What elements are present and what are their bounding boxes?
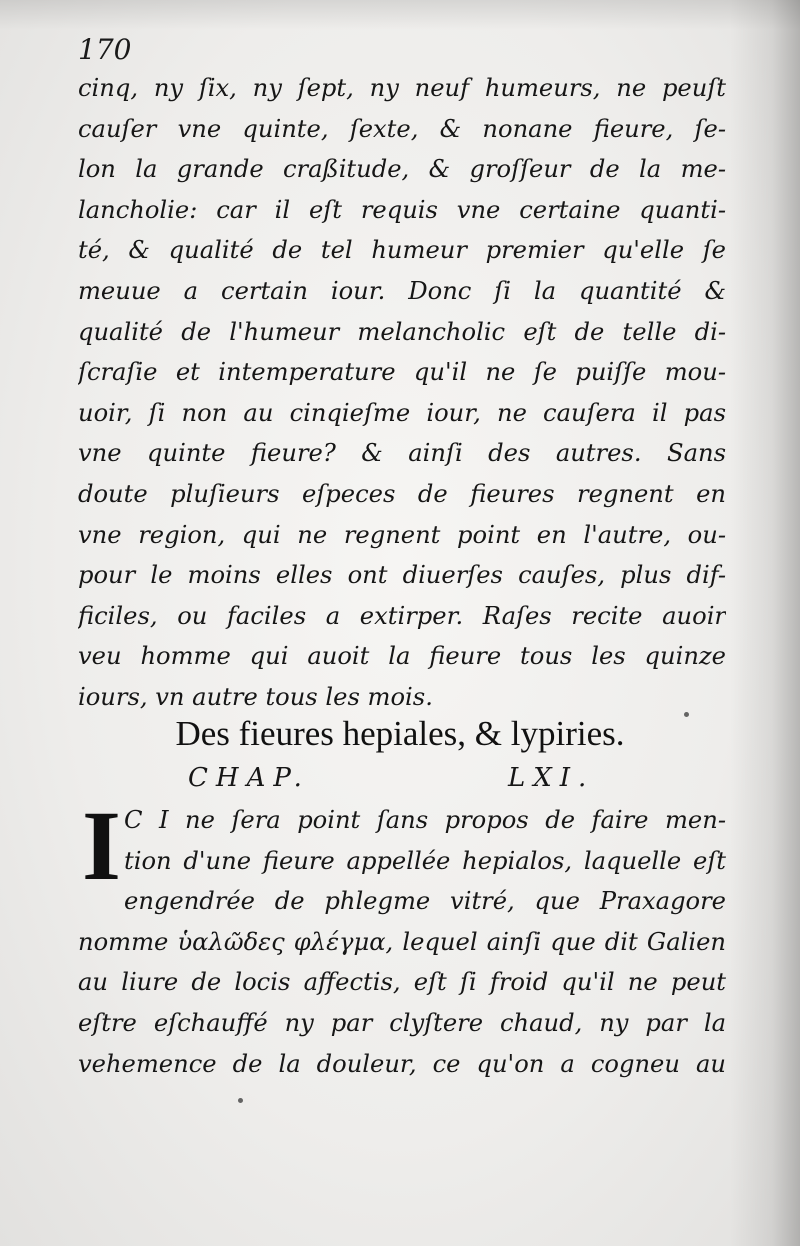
ink-speck [238, 1098, 243, 1103]
page-top-shadow [0, 0, 800, 30]
text-line: vne quinte fieure? & ainſi des autres. Sans [78, 439, 726, 468]
paragraph-2 [78, 790, 726, 1084]
text-line: tion d'une fieure appellée hepialos, laquelle eſt [124, 846, 726, 875]
text-line: lon la grande craßitude, & groſſeur de la me- [78, 155, 726, 184]
text-line: meuue a certain iour. Donc ſi la quantité & [78, 276, 726, 305]
text-line: cauſer vne quinte, ſexte, & nonane fieure, ſe- [78, 114, 726, 143]
ink-speck [684, 712, 689, 717]
text-line: engendrée de phlegme vitré, que Praxagore [124, 887, 726, 916]
text-line: qualité de l'humeur melancholic eſt de telle di- [78, 317, 726, 346]
text-line: nomme ὑαλῶδες φλέγμα, lequel ainſi que dit Galien [78, 927, 726, 956]
page-gutter-shadow [730, 0, 800, 1246]
text-line: lancholie: car il eſt requis vne certaine quanti- [78, 195, 726, 224]
paragraph-1 [78, 68, 726, 718]
text-line: ficiles, ou faciles a extirper. Raſes recite auoir [78, 601, 726, 630]
text-line: vehemence de la douleur, ce qu'on a cogneu au [78, 1049, 726, 1078]
text-line: doute pluſieurs eſpeces de fieures regnent en [78, 479, 726, 508]
chapter-title: Des fieures hepiales, & lypiries. [175, 714, 625, 753]
text-line: uoir, ſi non au cinqieſme iour, ne cauſera il pas [78, 398, 726, 427]
text-line: iours, vn autre tous les mois. [78, 682, 433, 711]
text-line: C I ne ſera point ſans propos de faire men- [124, 806, 726, 834]
chapter-number: LXI. [508, 763, 595, 793]
text-line: vne region, qui ne regnent point en l'autre, ou- [78, 520, 726, 549]
text-line: cinq, ny ſix, ny ſept, ny neuf humeurs, ne peuſt [78, 74, 726, 102]
text-line: au liure de locis affectis, eſt ſi froid qu'il ne peut [78, 968, 726, 997]
page-number: 170 [78, 33, 132, 66]
text-line: ſcraſie et intemperature qu'il ne ſe puiſſe mou- [78, 358, 726, 387]
drop-cap-initial: I [82, 790, 121, 901]
text-line: pour le moins elles ont diuerſes cauſes, plus dif- [78, 561, 726, 590]
text-line: veu homme qui auoit la fieure tous les quinze [78, 642, 726, 671]
text-line: té, & qualité de tel humeur premier qu'elle ſe [78, 236, 726, 265]
text-line: eſtre eſchauffé ny par clyſtere chaud, ny par la [78, 1008, 726, 1037]
chapter-word: CHAP. [188, 763, 310, 793]
